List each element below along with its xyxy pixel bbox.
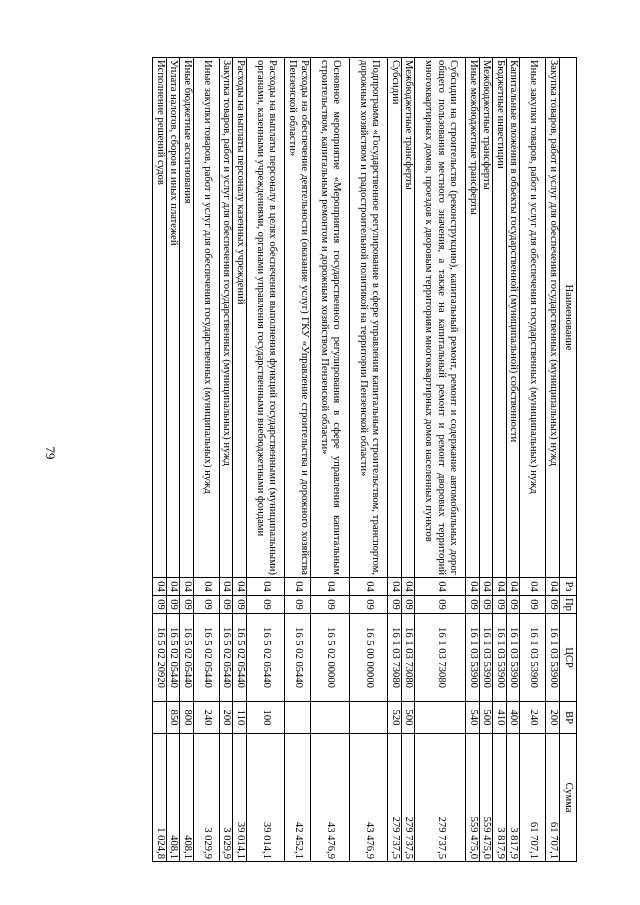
- row-csr: 16 1 03 73080: [402, 614, 416, 702]
- table-row: [507, 58, 521, 862]
- row-rz: 04: [507, 578, 521, 596]
- row-sum: 279 737,5: [402, 734, 416, 862]
- row-sum: 43 476,9: [350, 734, 389, 862]
- row-rz: 04: [388, 578, 402, 596]
- row-name: Иные бюджетные ассигнования: [180, 58, 194, 578]
- page-number: 79: [43, 446, 58, 460]
- row-pr: 09: [466, 596, 480, 614]
- row-pr: 09: [285, 596, 311, 614]
- row-sum: 3 029,9: [220, 734, 234, 862]
- row-sum: 559 475,0: [466, 734, 480, 862]
- row-pr: 09: [167, 596, 181, 614]
- row-pr: 09: [507, 596, 521, 614]
- row-name: Закупка товаров, работ и услуг для обеспечения государственных (муниципальных) нужд: [220, 58, 234, 578]
- row-vr: 200: [546, 702, 560, 734]
- row-name: Капитальные вложения в объекты государственной (муниципальной) собственности: [507, 58, 521, 578]
- row-csr: 16 1 03 53900: [466, 614, 480, 702]
- row-rz: 04: [167, 578, 181, 596]
- row-name: Субсидии: [388, 58, 402, 578]
- row-sum: 559 475,0: [480, 734, 494, 862]
- row-rz: 04: [153, 578, 167, 596]
- row-csr: 16 1 03 73080: [415, 614, 466, 702]
- row-vr: [415, 702, 466, 734]
- table-row: [480, 58, 494, 862]
- row-csr: 16 5 02 05440: [247, 614, 286, 702]
- table-row: [153, 58, 167, 862]
- header-vr: ВР: [560, 702, 577, 734]
- row-pr: 09: [194, 596, 220, 614]
- row-rz: 04: [285, 578, 311, 596]
- table-row: [493, 58, 507, 862]
- row-vr: 540: [466, 702, 480, 734]
- row-vr: [153, 702, 167, 734]
- row-vr: [311, 702, 350, 734]
- row-sum: 39 014,1: [233, 734, 247, 862]
- row-name: Расходы на выплаты персоналу в целях обеспечения выполнения функций государственными (муниципальными) органами, казенными учреждениями, органами управления государственными внебюджетными фондами: [247, 58, 286, 578]
- row-vr: 400: [507, 702, 521, 734]
- row-sum: 3 817,9: [507, 734, 521, 862]
- row-csr: 16 5 02 05440: [285, 614, 311, 702]
- row-name: Иные межбюджетные трансферты: [466, 58, 480, 578]
- table-row: [247, 58, 286, 862]
- row-vr: [350, 702, 389, 734]
- row-pr: 09: [415, 596, 466, 614]
- row-vr: 800: [180, 702, 194, 734]
- table-row: [285, 58, 311, 862]
- table-row: [167, 58, 181, 862]
- row-sum: 39 014,1: [247, 734, 286, 862]
- row-csr: 16 1 03 53900: [480, 614, 494, 702]
- table-row: [311, 58, 350, 862]
- row-vr: 520: [388, 702, 402, 734]
- row-name: Межбюджетные трансферты: [480, 58, 494, 578]
- row-name: Расходы на обеспечение деятельности (оказание услуг) ГКУ «Управление строительства и дорожного хозяйства Пензенской области»: [285, 58, 311, 578]
- row-rz: 04: [180, 578, 194, 596]
- row-sum: 42 452,1: [285, 734, 311, 862]
- row-sum: 61 707,1: [546, 734, 560, 862]
- row-name: Основное мероприятие «Мероприятия государственного регулирования в сфере управления капитальным строительством, капитальным ремонтом и дорожным хозяйством Пензенской области»: [311, 58, 350, 578]
- table-row: [220, 58, 234, 862]
- row-vr: 240: [520, 702, 546, 734]
- row-vr: 410: [493, 702, 507, 734]
- row-csr: 16 5 02 00000: [311, 614, 350, 702]
- header-sum: Сумма: [560, 734, 577, 862]
- row-vr: 500: [480, 702, 494, 734]
- row-pr: 09: [311, 596, 350, 614]
- row-pr: 09: [233, 596, 247, 614]
- row-csr: 16 5 02 05440: [233, 614, 247, 702]
- table-row: [233, 58, 247, 862]
- row-csr: 16 1 03 53900: [546, 614, 560, 702]
- row-pr: 09: [180, 596, 194, 614]
- row-csr: 16 5 02 05440: [180, 614, 194, 702]
- row-csr: 16 5 00 00000: [350, 614, 389, 702]
- row-sum: 3 817,9: [493, 734, 507, 862]
- header-name: Наименование: [560, 58, 577, 578]
- row-rz: 04: [220, 578, 234, 596]
- row-name: Подпрограмма «Государственное регулирование в сфере управления капитальным строительством, транспортом, дорожным хозяйством и градостроительной политикой на территории Пензенской области»: [350, 58, 389, 578]
- row-vr: 110: [233, 702, 247, 734]
- row-name: Субсидии на строительство (реконструкцию), капитальный ремонт, ремонт и содержание автомобильных дорог общего пользования местного значения, а также на капитальный ремонт и ремонт дворовых территорий многоквартирных домов, проездов к дворовым территориям многоквартирных домов населенных пунктов: [415, 58, 466, 578]
- row-pr: 09: [402, 596, 416, 614]
- row-name: Бюджетные инвестиции: [493, 58, 507, 578]
- row-vr: 240: [194, 702, 220, 734]
- row-pr: 09: [493, 596, 507, 614]
- row-csr: 16 1 03 53900: [507, 614, 521, 702]
- row-sum: 43 476,9: [311, 734, 350, 862]
- row-name: Исполнение решений судов: [153, 58, 167, 578]
- table-row: [350, 58, 389, 862]
- row-sum: 61 707,1: [520, 734, 546, 862]
- header-csr: ЦСР: [560, 614, 577, 702]
- row-rz: 04: [480, 578, 494, 596]
- row-sum: 279 737,5: [415, 734, 466, 862]
- row-csr: 16 5 02 20920: [153, 614, 167, 702]
- row-name: Расходы на выплаты персоналу казенных учреждений: [233, 58, 247, 578]
- row-pr: 09: [153, 596, 167, 614]
- row-rz: 04: [493, 578, 507, 596]
- table-row: [466, 58, 480, 862]
- row-rz: 04: [233, 578, 247, 596]
- budget-table: [153, 57, 578, 862]
- row-rz: 04: [546, 578, 560, 596]
- row-sum: 3 029,9: [194, 734, 220, 862]
- row-name: Межбюджетные трансферты: [402, 58, 416, 578]
- row-vr: 850: [167, 702, 181, 734]
- row-csr: 16 1 03 73080: [388, 614, 402, 702]
- row-sum: 1 024,8: [153, 734, 167, 862]
- row-pr: 09: [480, 596, 494, 614]
- row-pr: 09: [546, 596, 560, 614]
- row-rz: 04: [402, 578, 416, 596]
- row-rz: 04: [350, 578, 389, 596]
- table-row: [402, 58, 416, 862]
- row-pr: 09: [350, 596, 389, 614]
- table-row: [415, 58, 466, 862]
- row-csr: 16 5 02 05440: [167, 614, 181, 702]
- header-rz: Рз: [560, 578, 577, 596]
- row-rz: 04: [247, 578, 286, 596]
- table-row: [388, 58, 402, 862]
- row-sum: 279 737,5: [388, 734, 402, 862]
- row-csr: 16 5 02 05440: [194, 614, 220, 702]
- row-name: Уплата налогов, сборов и иных платежей: [167, 58, 181, 578]
- table-header-row: [560, 58, 577, 862]
- row-sum: 408,1: [180, 734, 194, 862]
- row-rz: 04: [194, 578, 220, 596]
- table-row: [180, 58, 194, 862]
- row-csr: 16 1 03 53900: [520, 614, 546, 702]
- header-pr: Пр: [560, 596, 577, 614]
- row-pr: 09: [220, 596, 234, 614]
- row-pr: 09: [388, 596, 402, 614]
- row-vr: 100: [247, 702, 286, 734]
- row-rz: 04: [466, 578, 480, 596]
- row-sum: 408,1: [167, 734, 181, 862]
- row-pr: 09: [247, 596, 286, 614]
- row-rz: 04: [415, 578, 466, 596]
- row-name: Иные закупки товаров, работ и услуг для обеспечения государственных (муниципальных) нужд: [194, 58, 220, 578]
- row-vr: 200: [220, 702, 234, 734]
- row-vr: [285, 702, 311, 734]
- row-pr: 09: [520, 596, 546, 614]
- row-csr: 16 5 02 05440: [220, 614, 234, 702]
- table-row: [520, 58, 546, 862]
- row-vr: 500: [402, 702, 416, 734]
- rotated-table-container: [87, 57, 577, 861]
- row-name: Закупка товаров, работ и услуг для обеспечения государственных (муниципальных) нужд: [546, 58, 560, 578]
- table-row: [194, 58, 220, 862]
- row-name: Иные закупки товаров, работ и услуг для обеспечения государственных (муниципальных) нужд: [520, 58, 546, 578]
- row-rz: 04: [311, 578, 350, 596]
- table-row: [546, 58, 560, 862]
- row-csr: 16 1 03 53900: [493, 614, 507, 702]
- row-rz: 04: [520, 578, 546, 596]
